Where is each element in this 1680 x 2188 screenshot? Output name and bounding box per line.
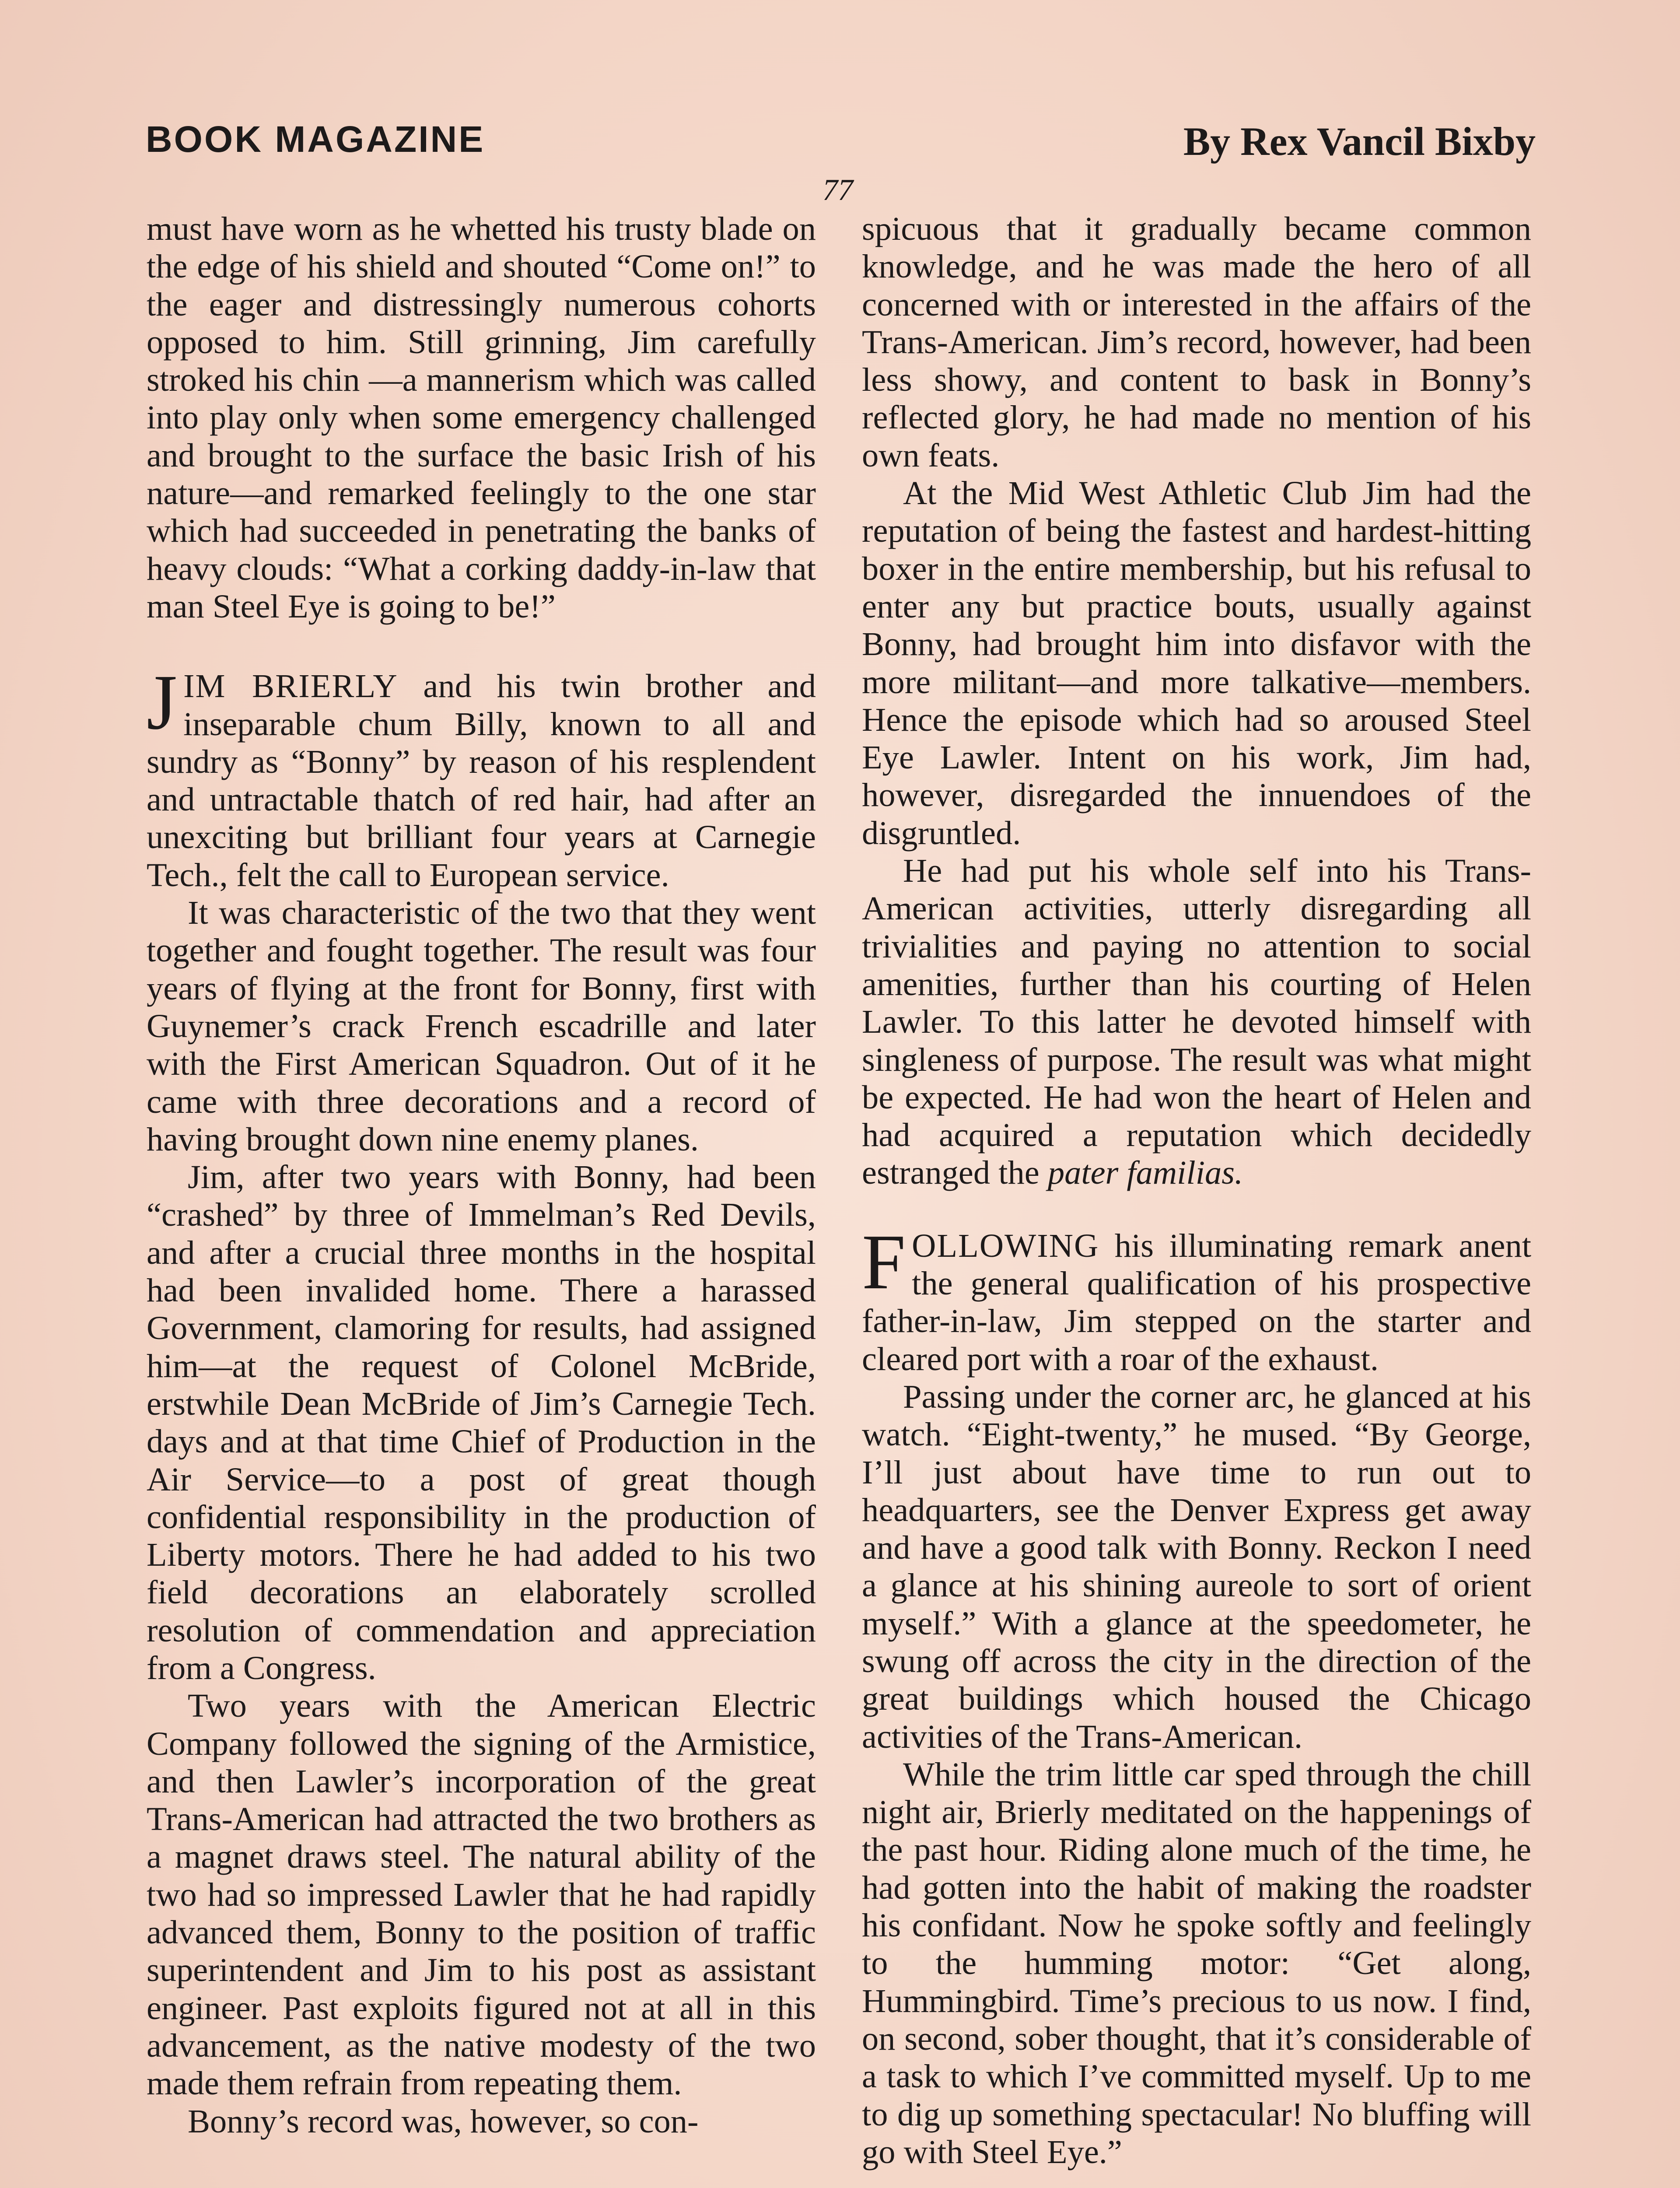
section-opening-paragraph	[862, 1218, 1531, 1378]
drop-cap: J	[147, 659, 178, 746]
small-caps-lead: OLLOWING	[912, 1227, 1099, 1264]
paragraph: Passing under the corner arc, he glanced at his watch. “Eight-twenty,” he mused. “By George, I’ll just about have time to run out to headquarters, see the Denver Express get away and have a good talk with Bonny. Reckon I need a glance at his shining aureole to sort of orient myself.” With a glance at the speedometer, he swung off across the city in the direction of the great buildings which housed the Chicago activities of the Trans-American.	[862, 1378, 1531, 1755]
paragraph: Two years with the American Electric Company followed the signing of the Armistice, and then Lawler’s incorporation of the great Trans-American had attracted the two brothers as a magnet draws steel. The natural ability of the two had so impressed Lawler that he had rapidly advanced them, Bonny to the position of traffic superintendent and Jim to his post as assistant engineer. Past exploits figured not at all in this advancement, as the native modesty of the two made them refrain from repeating them.	[147, 1687, 816, 2102]
paragraph: While the trim little car sped through the chill night air, Brierly meditated on the happenings of the past hour. Riding alone much of the time, he had gotten into the habit of making the roadster his confidant. Now he spoke softly and feelingly to the humming motor: “Get along, Hummingbird. Time’s precious to us now. I find, on second, sober thought, that it’s considerable of a task to which I’ve committed myself. Up to me to dig up something spectacular! No bluffing will go with Steel Eye.”	[862, 1755, 1531, 2170]
paragraph: must have worn as he whetted his trusty blade on the edge of his shield and shouted “Come on!” to the eager and distressingly numerous cohorts opposed to him. Still grinning, Jim carefully stroked his chin —a mannerism which was called into play only when some emergency challenged and brought to the surface the basic Irish of his nature—and remarked feelingly to the one star which had succeeded in penetrating the banks of heavy clouds: “What a corking daddy-in-law that man Steel Eye is going to be!”	[147, 210, 816, 625]
paragraph	[862, 852, 1531, 1192]
paragraph-text: and his twin brother and inseparable chum Billy, known to all and sundry as “Bonny” by reason of his resplendent and untractable thatch of red hair, had after an unexciting but brilliant four years at Carnegie Tech., felt the call to European service.	[147, 667, 816, 894]
italic-phrase: pater familias.	[1047, 1154, 1243, 1192]
page-number: 77	[822, 173, 853, 207]
right-column	[862, 210, 1531, 2171]
author-byline: By Rex Vancil Bixby	[1183, 119, 1536, 164]
paragraph: At the Mid West Athletic Club Jim had the reputation of being the fastest and hardest-hitting boxer in the entire membership, but his refusal to enter any but practice bouts, usually against Bonny, had brought him into disfavor with the more militant—and more talkative—members. Hence the episode which had so aroused Steel Eye Lawler. Intent on his work, Jim had, however, disregarded the innuendoes of the disgruntled.	[862, 474, 1531, 852]
paragraph: Bonny’s record was, however, so con-	[188, 2102, 699, 2140]
section-opening-paragraph	[147, 659, 816, 894]
small-caps-lead: IM BRIERLY	[183, 667, 398, 705]
paragraph-text: his illuminating remark anent the general qualification of his prospective father-in-law, Jim stepped on the starter and cleared port with a roar of the exhaust.	[862, 1227, 1531, 1378]
paragraph-text: He had put his whole self into his Trans-American activities, utterly disregarding all trivialities and paying no attention to social amenities, further than his courting of Helen Lawler. To this latter he devoted himself with singleness of purpose. The result was what might be expected. He had won the heart of Helen and had acquired a reputation which decidedly estranged the	[862, 852, 1531, 1192]
left-column	[147, 210, 816, 2140]
drop-cap: F	[862, 1218, 906, 1305]
paragraph: spicuous that it gradually became common knowledge, and he was made the hero of all concerned with or interested in the affairs of the Trans-American. Jim’s record, however, had been less showy, and content to bask in Bonny’s reflected glory, he had made no mention of his own feats.	[862, 210, 1531, 474]
paragraph: Jim, after two years with Bonny, had been “crashed” by three of Immelman’s Red Devils, and after a crucial three months in the hospital had been invalided home. There a harassed Government, clamoring for results, had assigned him—at the request of Colonel McBride, erstwhile Dean McBride of Jim’s Carnegie Tech. days and at that time Chief of Production in the Air Service—to a post of great though confidential responsibility in the production of Liberty motors. There he had added to his two field decorations an elaborately scrolled resolution of commendation and appreciation from a Congress.	[147, 1158, 816, 1687]
paragraph: It was characteristic of the two that they went together and fought together. The result was four years of flying at the front for Bonny, first with Guynemer’s crack French escadrille and later with the First American Squadron. Out of it he came with three decorations and a record of having brought down nine enemy planes.	[147, 894, 816, 1158]
publication-title: BOOK MAGAZINE	[146, 119, 485, 160]
